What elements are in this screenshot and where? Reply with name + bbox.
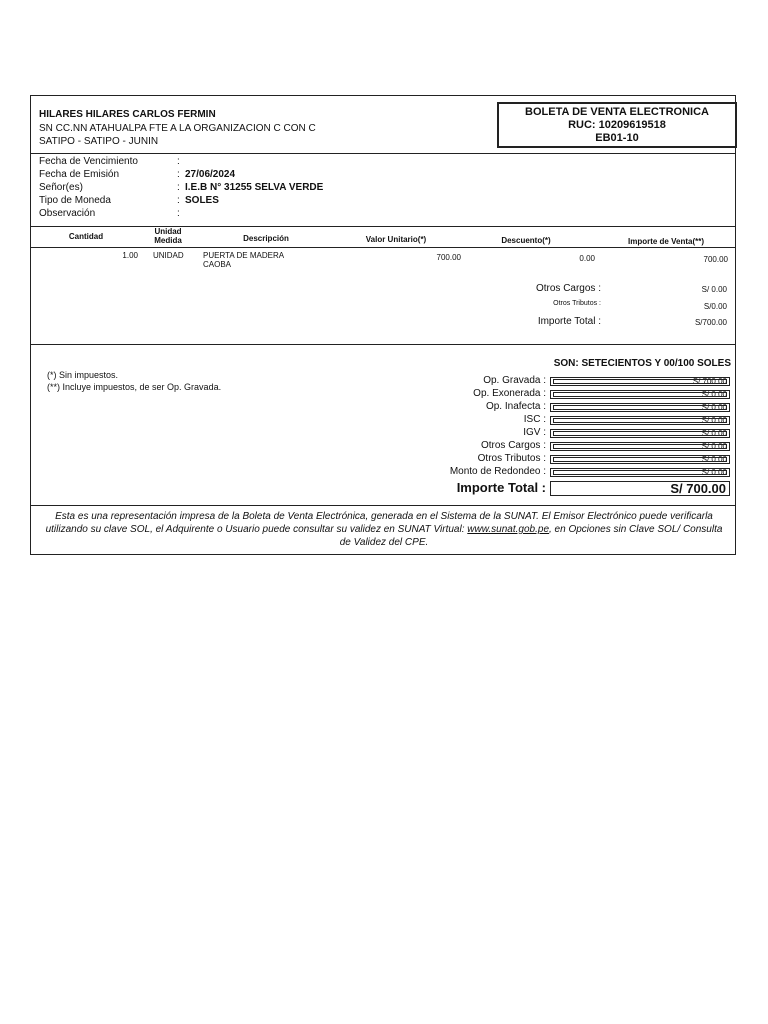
issuer-city: SATIPO - SATIPO - JUNIN [39,136,159,147]
boleta-header-box [497,102,737,148]
info-value: 27/06/2024 [185,169,236,180]
son-amount-words: SON: SETECIENTOS Y 00/100 SOLES [553,358,731,369]
summary-value-box: S/ 700.00 [550,377,730,386]
info-label: Tipo de Moneda [39,195,111,206]
info-row-vencimiento [39,156,539,169]
th-importe-venta: Importe de Venta(**) [627,237,704,246]
summary-value-box: S/ 0.00 [550,442,730,451]
summary-label: Otros Cargos : [480,440,546,451]
info-label: Fecha de Vencimiento [39,156,138,167]
issuer-name: HILARES HILARES CARLOS FERMIN [39,109,216,120]
th-valor-unitario: Valor Unitario(*) [365,235,427,244]
info-row-moneda [39,195,539,208]
importe-total-label-top: Importe Total : [537,316,601,327]
info-label: Señor(es) [39,182,83,193]
info-value: I.E.B N° 31255 SELVA VERDE [185,182,324,193]
info-label: Fecha de Emisión [39,169,120,180]
summary-label: IGV : [523,427,546,438]
summary-label: Otros Tributos : [477,453,546,464]
summary-value-box: S/ 0.00 [550,403,730,412]
summary-label: Op. Exonerada : [473,388,546,399]
summary-value-box: S/ 0.00 [550,455,730,464]
boleta-number: EB01-10 [595,132,639,144]
summary-value-box: S/ 0.00 [550,429,730,438]
info-label: Observación [39,208,96,219]
issuer-address: SN CC.NN ATAHUALPA FTE A LA ORGANIZACION C CON C [39,123,316,134]
note-incluye-impuestos: (**) Incluye impuestos, de ser Op. Gravada. [47,382,222,392]
note-sin-impuestos: (*) Sin impuestos. [47,370,119,380]
importe-total-value-top: S/700.00 [694,318,727,327]
info-sep: : [177,208,180,219]
info-sep: : [177,156,180,167]
otros-cargos-value: S/ 0.00 [701,285,727,294]
sunat-link[interactable]: www.sunat.gob.pe [467,524,549,535]
summary-value-box: S/ 0.00 [550,468,730,477]
summary-label: Monto de Redondeo : [449,466,546,477]
footer-divider [31,505,735,506]
boleta-ruc: RUC: 10209619518 [568,119,666,131]
table-header-line [31,247,735,248]
info-sep: : [177,182,180,193]
section-divider [31,344,735,345]
table-top-line [31,226,735,227]
info-sep: : [177,169,180,180]
otros-tributos-value: S/0.00 [703,302,727,311]
summary-label: ISC : [523,414,546,425]
th-unidad: Unidad Medida [154,227,182,245]
importe-total-value: S/ 700.00 [550,481,730,496]
th-descuento: Descuento(*) [501,236,551,245]
row-cantidad: 1.00 [122,251,138,260]
row-descuento: 0.00 [579,254,595,263]
otros-cargos-label: Otros Cargos : [535,283,601,294]
row-descripcion: PUERTA DE MADERA CAOBA [203,251,285,269]
info-value: SOLES [185,195,219,206]
summary-value-box: S/ 0.00 [550,416,730,425]
row-unidad: UNIDAD [153,251,184,260]
otros-tributos-label: Otros Tributos : [553,300,601,307]
legal-footer: Esta es una representación impresa de la Boleta de Venta Electrónica, generada en el Sistema de la SUNAT. El Emisor Electrónico puede verificarla utilizando su clave SOL, el Adquirente o Usuario puede consultar su validez en SUNAT Virtual: www.sunat.gob.pe, en Opciones sin Clave SOL/ Consulta de Validez del CPE. [45,511,723,548]
row-valor-unitario: 700.00 [436,253,461,262]
boleta-document [30,95,736,555]
info-row-observacion [39,208,539,221]
th-descripcion: Descripción [243,234,289,243]
info-row-senor [39,182,539,195]
th-cantidad: Cantidad [68,232,104,241]
summary-value-box: S/ 0.00 [550,390,730,399]
summary-label: Op. Inafecta : [485,401,546,412]
row-importe: 700.00 [703,255,728,264]
boleta-title: BOLETA DE VENTA ELECTRONICA [525,106,709,118]
info-sep: : [177,195,180,206]
importe-total-label: Importe Total : [456,480,546,495]
summary-label: Op. Gravada : [483,375,546,386]
info-row-emision [39,169,539,182]
divider [31,153,735,154]
